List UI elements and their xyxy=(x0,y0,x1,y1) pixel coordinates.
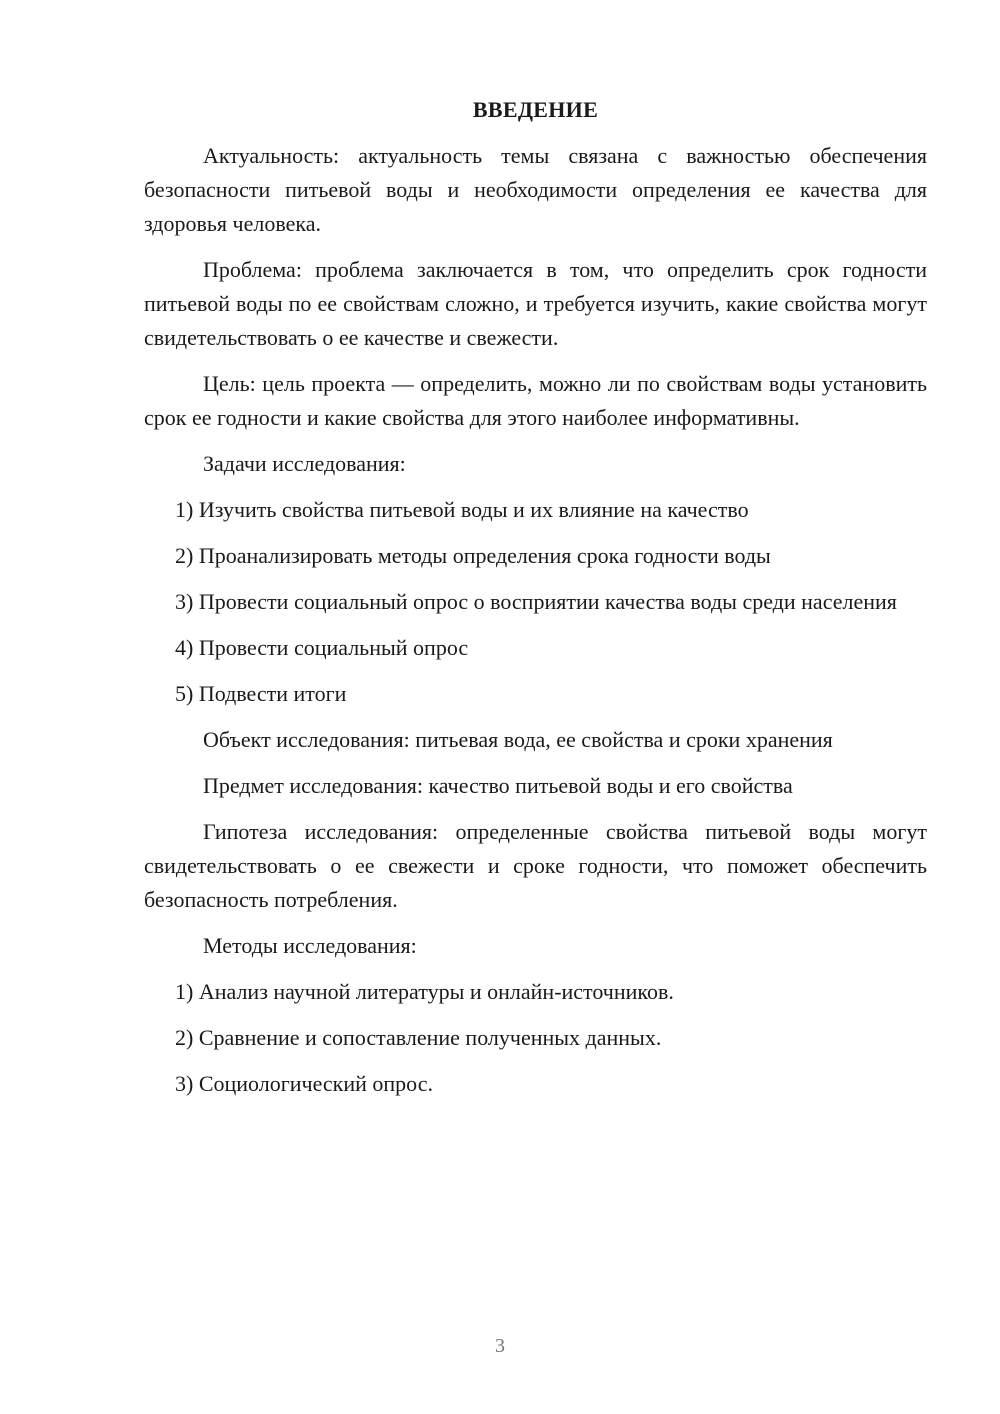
task-item: 4) Провести социальный опрос xyxy=(175,635,469,660)
method-item: 1) Анализ научной литературы и онлайн-источников. xyxy=(175,979,674,1004)
task-item: 2) Проанализировать методы определения срока годности воды xyxy=(175,543,771,568)
page-number: 3 xyxy=(495,1335,505,1357)
method-item: 2) Сравнение и сопоставление полученных данных. xyxy=(175,1025,662,1050)
relevance-paragraph: Актуальность: актуальность темы связана с важностью обеспечения безопасности питьевой воды и необходимости определения ее качества для здоровья человека. xyxy=(144,143,927,236)
goal-paragraph: Цель: цель проекта — определить, можно ли по свойствам воды установить срок ее годности и какие свойства для этого наиболее информативны. xyxy=(144,371,927,430)
section-title: ВВЕДЕНИЕ xyxy=(472,97,599,122)
task-item: 5) Подвести итоги xyxy=(175,681,347,706)
problem-paragraph: Проблема: проблема заключается в том, что определить срок годности питьевой воды по ее свойствам сложно, и требуется изучить, какие свойства могут свидетельствовать о ее качестве и свежести. xyxy=(144,257,927,350)
task-item: 1) Изучить свойства питьевой воды и их влияние на качество xyxy=(175,497,749,522)
page-content xyxy=(144,94,927,1113)
methods-heading: Методы исследования: xyxy=(203,933,417,958)
hypothesis-paragraph: Гипотеза исследования: определенные свойства питьевой воды могут свидетельствовать о ее свежести и сроке годности, что поможет обеспечить безопасность потребления. xyxy=(144,819,927,912)
task-item: 3) Провести социальный опрос о восприятии качества воды среди населения xyxy=(175,589,897,614)
tasks-heading: Задачи исследования: xyxy=(203,451,406,476)
method-item: 3) Социологический опрос. xyxy=(175,1071,433,1096)
object-paragraph: Объект исследования: питьевая вода, ее свойства и сроки хранения xyxy=(203,727,833,752)
subject-paragraph: Предмет исследования: качество питьевой воды и его свойства xyxy=(203,773,793,798)
